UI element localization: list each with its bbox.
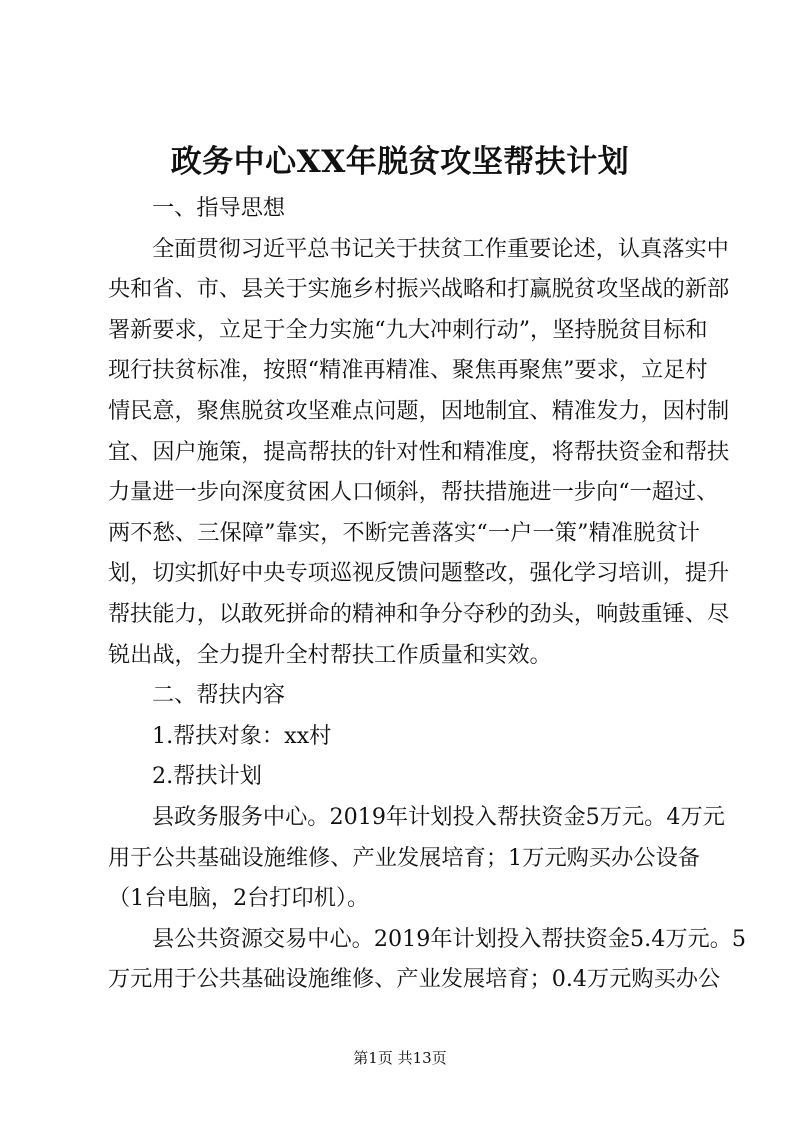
text-line: 帮扶能力，以敢死拼命的精神和争分夺秒的劲头，响鼓重锤、尽 [108, 600, 730, 627]
document-body [108, 188, 746, 1000]
text-line: 央和省、市、县关于实施乡村振兴战略和打赢脱贫攻坚战的新部 [108, 276, 730, 303]
text-line: 现行扶贫标准，按照“精准再精准、聚焦再聚焦”要求，立足村 [108, 357, 708, 384]
text-line: （1台电脑，2台打印机）。 [108, 885, 370, 912]
text-line: 划，切实抓好中央专项巡视反馈问题整改，强化学习培训，提升 [108, 560, 730, 587]
text-line: 用于公共基础设施维修、产业发展培育；1万元购买办公设备 [108, 844, 700, 871]
text-line: 力量进一步向深度贫困人口倾斜，帮扶措施进一步向“一超过、 [108, 479, 719, 506]
document-title: 政务中心XX年脱贫攻坚帮扶计划 [170, 144, 630, 180]
text-line: 宜、因户施策，提高帮扶的针对性和精准度，将帮扶资金和帮扶 [108, 438, 730, 465]
text-line: 署新要求，立足于全力实施“九大冲刺行动”，坚持脱贫目标和 [108, 316, 708, 343]
text-line: 全面贯彻习近平总书记关于扶贫工作重要论述，认真落实中 [152, 235, 729, 262]
text-line: 1.帮扶对象：xx村 [152, 722, 332, 749]
page-footer: 第1页 共13页 [353, 1049, 447, 1067]
text-line: 2.帮扶计划 [152, 763, 262, 790]
text-line: 县政务服务中心。2019年计划投入帮扶资金5万元。4万元 [152, 803, 725, 830]
text-line: 一、指导思想 [152, 195, 286, 221]
text-line: 二、帮扶内容 [152, 682, 286, 709]
text-line: 县公共资源交易中心。2019年计划投入帮扶资金5.4万元。5 [152, 925, 746, 952]
text-line: 情民意，聚焦脱贫攻坚难点问题，因地制宜、精准发力，因村制 [108, 397, 730, 424]
text-line: 万元用于公共基础设施维修、产业发展培育；0.4万元购买办公 [108, 966, 721, 993]
text-line: 两不愁、三保障”靠实，不断完善落实“一户一策”精准脱贫计 [108, 519, 700, 546]
text-line: 锐出战，全力提升全村帮扶工作质量和实效。 [108, 641, 552, 668]
